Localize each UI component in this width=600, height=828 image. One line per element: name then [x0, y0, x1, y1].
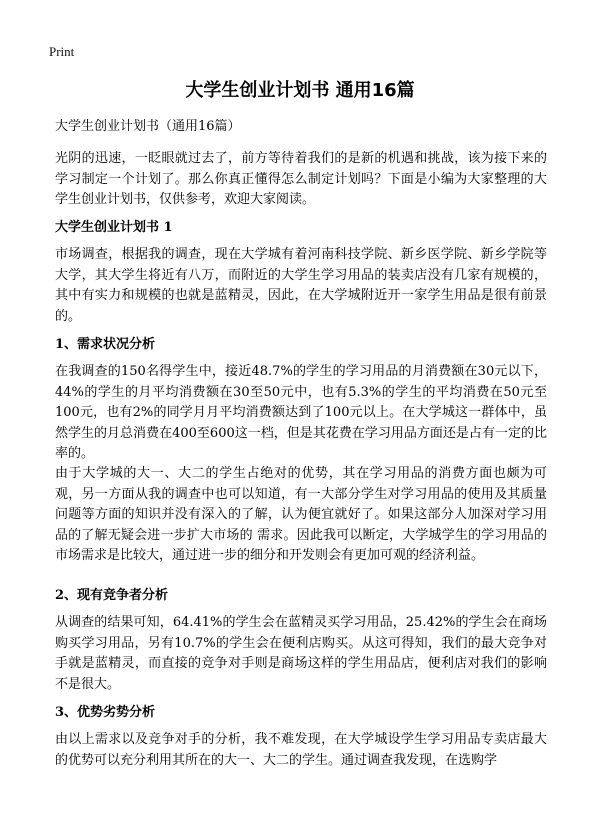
document-title: 大学生创业计划书 通用16篇	[185, 80, 415, 101]
intro-paragraph: 光阴的迅速，一眨眼就过去了，前方等待着我们的是新的机遇和挑战，该为接下来的学习制定一个计划了。那么你真正懂得怎么制定计划吗？下面是小编为大家整理的大学生创业计划书，仅供参考，欢迎大家阅读。	[55, 151, 547, 207]
print-label: Print	[49, 44, 75, 59]
market-paragraph: 市场调查，根据我的调查，现在大学城有着河南科技学院、新乡医学院、新乡学院等大学，其大学生将近有八万，而附近的大学生学习用品的装卖店没有几家有规模的，其中有实力和规模的也就是蓝精灵，因此，在大学城附近开一家学生用品是很有前景的。	[55, 247, 547, 324]
heading-swot-analysis: 3、优势劣势分析	[55, 705, 156, 720]
demand-paragraph-1: 在我调查的150名得学生中，接近48.7%的学生的学习用品的月消费额在30元以下，44%的学生的月平均消费额在30至50元中，也有5.3%的学生的平均消费在50元至100元，也有2%的同学月月平均消费额达到了100元以上。在大学城这一群体中，虽然学生的月总消费在400至600这一档，但是其花费在学习用品方面还是占有一定的比率的。	[55, 364, 547, 461]
heading-demand-analysis: 1、需求状况分析	[55, 337, 156, 352]
heading-competitor-analysis: 2、现有竞争者分析	[55, 588, 169, 603]
demand-paragraph-2: 由于大学城的大一、大二的学生占绝对的优势，其在学习用品的消费方面也颇为可观，另一方面从我的调查中也可以知道，有一大部分学生对学习用品的使用及其质量问题等方面的知识并没有深入的了解，认为便宜就好了。如果这部分人加深对学习用品的了解无疑会进一步扩大市场的 需求。因此我可以断定，大学城学生的学习用品的市场需求是比较大，通过进一步的细分和开发则会有更加可观的经济利益。	[55, 466, 547, 563]
document-subtitle: 大学生创业计划书（通用16篇）	[55, 119, 241, 134]
competitor-paragraph: 从调查的结果可知，64.41%的学生会在蓝精灵买学习用品，25.42%的学生会在商场购买学习用品，另有10.7%的学生会在便利店购买。从这可得知，我们的最大竞争对手就是蓝精灵，而直接的竞争对手则是商场这样的学生用品店，便利店对我们的影响不是很大。	[55, 615, 547, 692]
swot-paragraph: 由以上需求以及竞争对手的分析，我不难发现，在大学城设学生学习用品专卖店最大的优势可以充分利用其所在的大一、大二的学生。通过调查我发现，在选购学	[55, 732, 547, 768]
section-heading-plan-1: 大学生创业计划书 1	[55, 220, 173, 235]
